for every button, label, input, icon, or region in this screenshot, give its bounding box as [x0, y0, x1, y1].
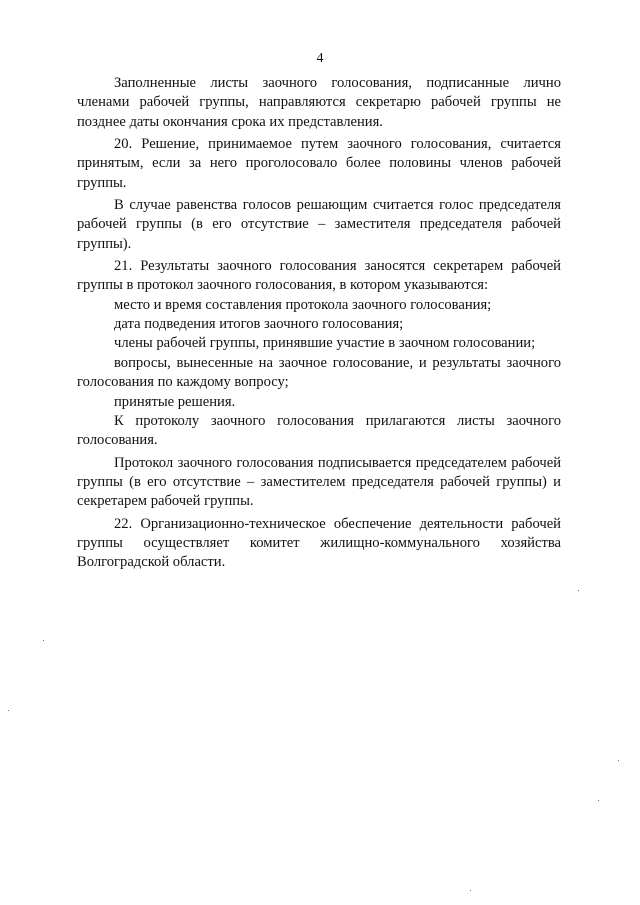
paragraph-attachments: К протоколу заочного голосования прилагаются листы заочного голосования.: [77, 412, 561, 449]
paragraph-filled-sheets: Заполненные листы заочного голосования, подписанные лично членами рабочей группы, направляются секретарю рабочей группы не позднее даты окончания срока их представления.: [77, 75, 561, 130]
scan-speck: [8, 710, 9, 711]
list-item-date: дата подведения итогов заочного голосования;: [114, 316, 404, 333]
list-item-questions: вопросы, вынесенные на заочное голосование, и результаты заочного голосования по каждому вопросу;: [77, 354, 561, 391]
document-body: [77, 74, 561, 573]
list-item-members: члены рабочей группы, принявшие участие в заочном голосовании;: [114, 335, 536, 352]
page-number: 4: [316, 51, 324, 66]
paragraph-protocol-signing: Протокол заочного голосования подписывается председателем рабочей группы (в его отсутствие – заместителем председателя рабочей группы) и секретарем рабочей группы.: [77, 454, 561, 510]
paragraph-20-decision: 20. Решение, принимаемое путем заочного голосования, считается принятым, если за него проголосовало более половины членов рабочей группы.: [77, 136, 561, 191]
paragraph-21-results: 21. Результаты заочного голосования заносятся секретарем рабочей группы в протокол заочного голосования, в котором указываются:: [77, 258, 561, 294]
paragraph-22-support: 22. Организационно-техническое обеспечение деятельности рабочей группы осуществляет комитет жилищно-коммунального хозяйства Волгоградской области.: [77, 515, 561, 571]
scan-speck: [598, 800, 599, 801]
paragraph-tie-vote: В случае равенства голосов решающим считается голос председателя рабочей группы (в его отсутствие – заместителя председателя рабочей группы).: [77, 197, 561, 252]
list-item-decisions: принятые решения.: [114, 393, 236, 410]
list-item-place-time: место и время составления протокола заочного голосования;: [114, 296, 492, 313]
scan-speck: [578, 590, 579, 591]
scan-speck: [618, 760, 619, 761]
scan-speck: [43, 640, 44, 641]
scan-speck: [470, 890, 471, 891]
